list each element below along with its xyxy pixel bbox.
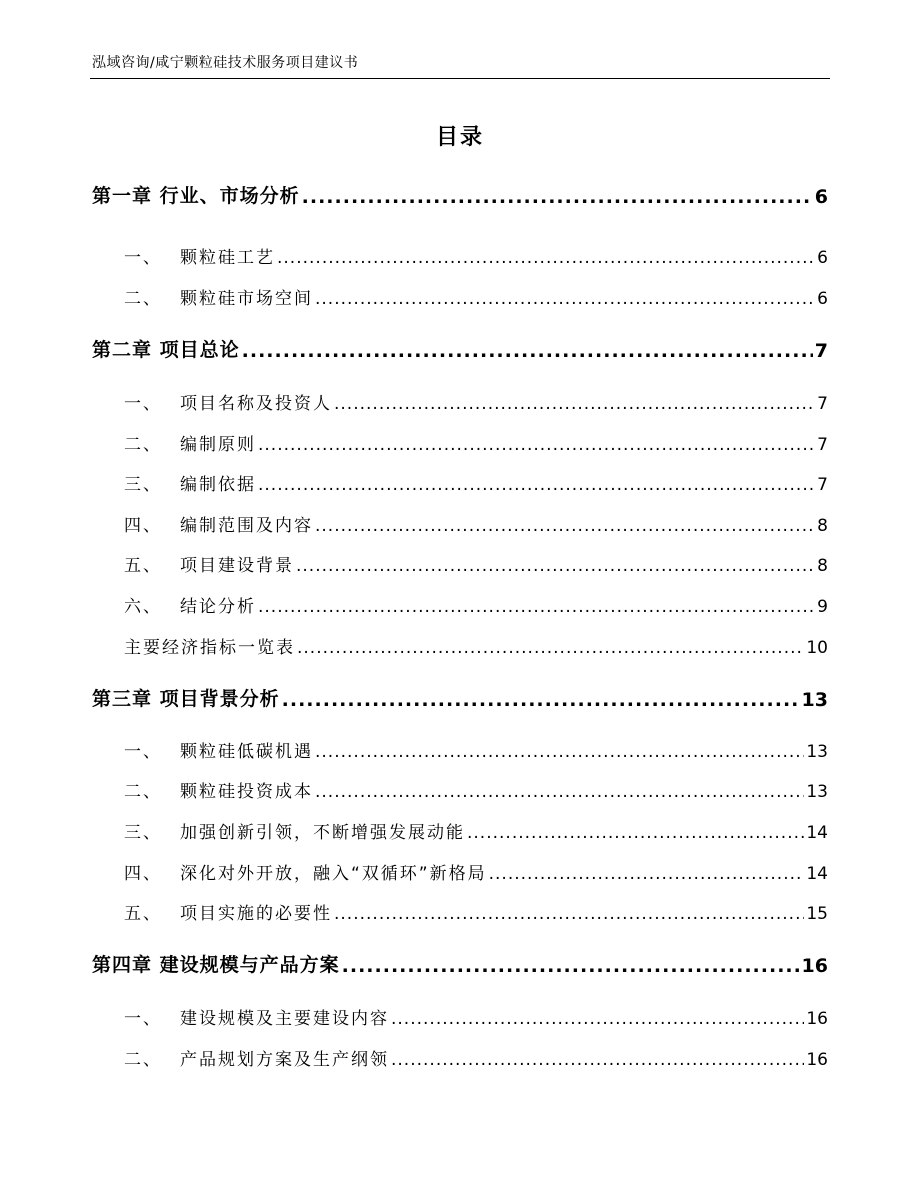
toc-page-number: 7	[817, 475, 828, 495]
toc-entry-label: 颗粒硅市场空间	[180, 289, 313, 309]
toc-page-number: 8	[817, 516, 828, 536]
dot-leader	[315, 742, 804, 762]
toc-section-entry[interactable]	[0, 900, 920, 924]
toc-entry-number: 三、	[124, 823, 162, 843]
toc-entry-title	[124, 899, 332, 924]
dot-leader	[258, 475, 815, 495]
toc-entry-title	[124, 470, 256, 495]
toc-page-number: 6	[817, 248, 828, 268]
toc-section-entry[interactable]	[0, 778, 920, 802]
toc-entry-number: 第三章	[92, 688, 153, 710]
toc-entry-title	[124, 592, 256, 617]
toc-entry-title	[92, 950, 340, 977]
dot-leader	[334, 904, 804, 924]
toc-page-number: 16	[806, 1009, 828, 1029]
toc-section-entry[interactable]	[0, 552, 920, 576]
toc-entry-label: 产品规划方案及生产纲领	[180, 1050, 389, 1070]
toc-section-entry[interactable]	[0, 738, 920, 762]
toc-entry-number: 二、	[124, 1050, 162, 1070]
toc-page-number: 14	[806, 864, 828, 884]
toc-entry-number: 一、	[124, 248, 162, 268]
toc-section-entry[interactable]	[0, 819, 920, 843]
running-header: 泓域咨询/咸宁颗粒硅技术服务项目建议书	[92, 55, 359, 71]
header-rule	[90, 78, 830, 79]
toc-entry-label: 项目实施的必要性	[180, 904, 332, 924]
dot-leader	[334, 394, 815, 414]
toc-entry-label: 建设规模及主要建设内容	[180, 1009, 389, 1029]
dot-leader	[467, 823, 804, 843]
toc-entry-number: 三、	[124, 475, 162, 495]
toc-entry-number: 五、	[124, 556, 162, 576]
toc-entry-label: 项目建设背景	[180, 556, 294, 576]
dot-leader	[297, 638, 804, 658]
toc-entry-title	[124, 777, 313, 802]
toc-entry-label: 编制范围及内容	[180, 516, 313, 536]
toc-page-number: 9	[817, 597, 828, 617]
dot-leader	[315, 516, 815, 536]
toc-page-number: 13	[806, 782, 828, 802]
dot-leader	[282, 689, 800, 711]
toc-chapter-entry[interactable]	[0, 953, 920, 977]
page-title: 目录	[435, 125, 484, 150]
toc-chapter-entry[interactable]	[0, 184, 920, 208]
toc-section-entry[interactable]	[0, 593, 920, 617]
toc-entry-number: 五、	[124, 904, 162, 924]
dot-leader	[296, 556, 815, 576]
toc-entry-title	[92, 181, 300, 208]
toc-entry-title	[124, 818, 465, 843]
toc-entry-label: 主要经济指标一览表	[124, 638, 295, 658]
toc-section-entry[interactable]	[0, 512, 920, 536]
toc-page-number: 7	[817, 435, 828, 455]
toc-entry-title	[124, 633, 295, 658]
toc-section-entry[interactable]	[0, 244, 920, 268]
dot-leader	[489, 864, 805, 884]
toc-section-entry[interactable]	[0, 285, 920, 309]
toc-entry-label: 加强创新引领，不断增强发展动能	[180, 823, 465, 843]
toc-entry-title	[124, 430, 256, 455]
toc-page-number: 13	[806, 742, 828, 762]
toc-entry-label: 颗粒硅投资成本	[180, 782, 313, 802]
toc-section-entry[interactable]	[0, 1046, 920, 1070]
dot-leader	[277, 248, 815, 268]
toc-entry-title	[92, 335, 240, 362]
dot-leader	[302, 186, 813, 208]
toc-section-entry[interactable]	[0, 431, 920, 455]
toc-page-number: 7	[817, 394, 828, 414]
toc-entry-title	[124, 1045, 389, 1070]
toc-entry-label: 颗粒硅低碳机遇	[180, 742, 313, 762]
dot-leader	[315, 289, 815, 309]
toc-section-entry[interactable]	[0, 471, 920, 495]
toc-entry-number: 六、	[124, 597, 162, 617]
toc-page-number: 14	[806, 823, 828, 843]
dot-leader	[391, 1050, 804, 1070]
dot-leader	[258, 597, 815, 617]
toc-page-number: 13	[801, 689, 828, 711]
toc-entry-title	[124, 737, 313, 762]
toc-entry-number: 第一章	[92, 185, 153, 207]
toc-entry-number: 第二章	[92, 339, 153, 361]
toc-entry-title	[124, 284, 313, 309]
toc-page-number: 16	[801, 955, 828, 977]
toc-entry-number: 二、	[124, 289, 162, 309]
toc-entry-label: 深化对外开放，融入“双循环”新格局	[180, 864, 487, 884]
toc-entry-number: 一、	[124, 1009, 162, 1029]
toc-entry-title	[124, 389, 332, 414]
toc-section-entry[interactable]	[0, 634, 920, 658]
toc-entry-label: 结论分析	[180, 597, 256, 617]
toc-page-number: 6	[817, 289, 828, 309]
toc-entry-number: 二、	[124, 782, 162, 802]
toc-entry-number: 一、	[124, 742, 162, 762]
toc-entry-title	[92, 684, 280, 711]
toc-section-entry[interactable]	[0, 860, 920, 884]
toc-entry-label: 项目总论	[159, 339, 240, 361]
toc-chapter-entry[interactable]	[0, 338, 920, 362]
toc-entry-label: 建设规模与产品方案	[159, 954, 340, 976]
dot-leader	[342, 955, 800, 977]
toc-entry-label: 颗粒硅工艺	[180, 248, 275, 268]
toc-entry-number: 二、	[124, 435, 162, 455]
toc-page-number: 10	[806, 638, 828, 658]
toc-entry-number: 四、	[124, 516, 162, 536]
toc-entry-title	[124, 511, 313, 536]
toc-page-number: 8	[817, 556, 828, 576]
dot-leader	[315, 782, 804, 802]
toc-page-number: 6	[814, 186, 828, 208]
toc-entry-label: 项目名称及投资人	[180, 394, 332, 414]
toc-entry-number: 第四章	[92, 954, 153, 976]
toc-entry-number: 一、	[124, 394, 162, 414]
toc-section-entry[interactable]	[0, 390, 920, 414]
toc-entry-label: 编制依据	[180, 475, 256, 495]
dot-leader	[391, 1009, 804, 1029]
dot-leader	[258, 435, 815, 455]
toc-page-number: 15	[806, 904, 828, 924]
toc-entry-title	[124, 1004, 389, 1029]
toc-entry-title	[124, 551, 294, 576]
toc-entry-number: 四、	[124, 864, 162, 884]
toc-entry-label: 项目背景分析	[159, 688, 280, 710]
toc-page-number: 7	[814, 340, 828, 362]
toc-entry-label: 编制原则	[180, 435, 256, 455]
toc-page-number: 16	[806, 1050, 828, 1070]
dot-leader	[242, 340, 813, 362]
toc-section-entry[interactable]	[0, 1005, 920, 1029]
toc-entry-label: 行业、市场分析	[159, 185, 300, 207]
toc-entry-title	[124, 243, 275, 268]
toc-entry-title	[124, 859, 487, 884]
toc-chapter-entry[interactable]	[0, 687, 920, 711]
